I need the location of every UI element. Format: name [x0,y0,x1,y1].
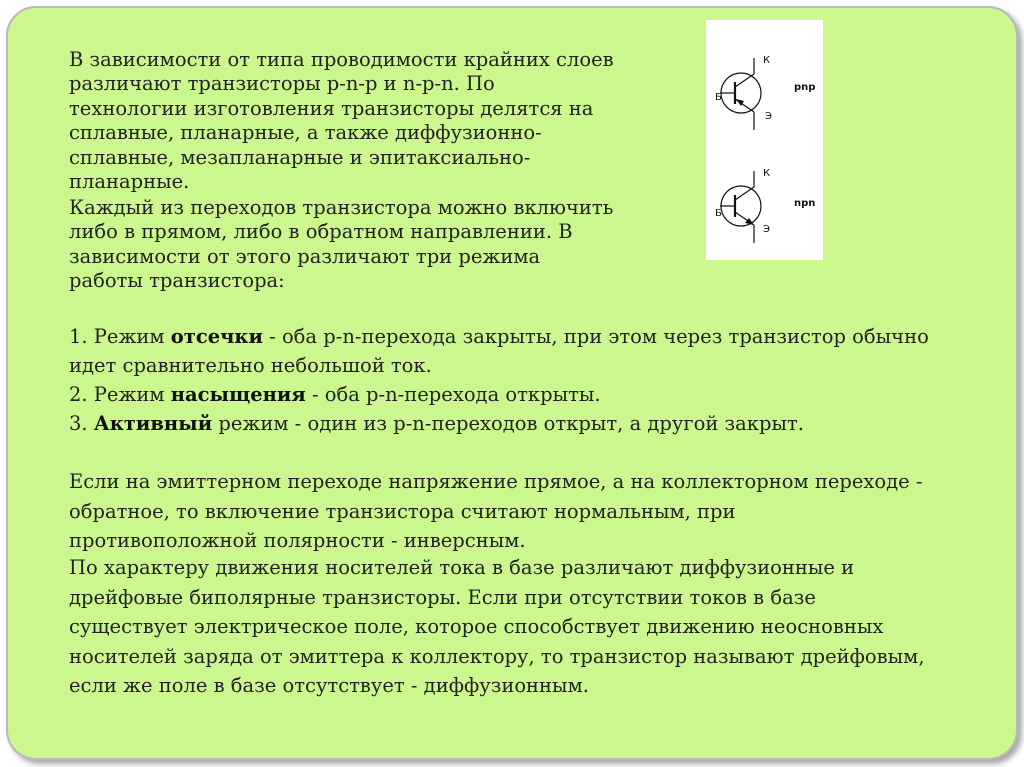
text-line: сплавные, планарные, а также диффузионно- [69,121,542,145]
mode-item-saturation [69,380,1009,409]
mode-name: насыщения [170,383,306,406]
text-line: либо в прямом, либо в обратном направлении. В [69,220,573,244]
mode-item-active [69,409,1009,438]
transistor-symbols-figure [706,20,823,260]
text-line: сплавные, мезапланарные и эпитаксиально- [69,145,531,169]
text-line: если же поле в базе отсутствует - диффузионным. [69,674,589,697]
mode-name: отсечки [170,325,263,348]
paragraph-diffusion-drift [69,553,1009,701]
pnp-transistor-symbol [715,55,815,130]
mode-description: - оба p-n-перехода закрыты, при этом через транзистор обычно [262,325,929,348]
text-line: Каждый из переходов транзистора можно включить [69,196,614,219]
text-line: По характеру движения носителей тока в базе различают диффузионные и [69,556,855,579]
text-line: существует электрическое поле, которое способствует движению неосновных [69,615,884,638]
text-line: дрейфовые биполярные транзисторы. Если при отсутствии токов в базе [69,585,816,609]
pnp-type-label: pnp [794,82,816,93]
mode-name: Активный [93,412,213,435]
npn-collector-label: К [763,168,771,179]
modes-list [69,322,1009,438]
slide [6,6,1018,760]
text-line: зависимости от этого различают три режима [69,244,541,268]
npn-transistor-symbol [715,168,815,243]
paragraph-normal-inverse [69,467,1009,556]
npn-base-label: Б [715,208,722,219]
paragraph-junction-modes [69,196,689,294]
text-line: планарные. [69,170,190,194]
text-line: работы транзистора: [69,269,285,293]
npn-type-label: npn [794,198,816,209]
text-line: В зависимости от типа проводимости крайних слоев [69,48,614,71]
text-line: различают транзисторы p-n-p и n-p-n. По [69,72,495,96]
text-line: обратное, то включение транзистора считают нормальным, при [69,499,736,523]
mode-prefix: 2. Режим [69,383,171,406]
text-line: противоположной полярности - инверсным. [69,529,526,552]
pnp-base-label: Б [715,92,722,103]
mode-item-cutoff [69,322,1009,351]
paragraph-conductivity-types [69,48,689,194]
text-line: Если на эмиттерном переходе напряжение прямое, а на коллекторном переходе - [69,470,923,493]
mode-prefix: 1. Режим [69,325,171,348]
text-line: технологии изготовления транзисторы делятся на [69,96,594,120]
transistor-symbols-svg [706,20,823,260]
pnp-collector-label: К [763,55,771,66]
mode-description: - оба p-n-перехода открыты. [305,383,601,406]
mode-description: режим - один из p-n-переходов открыт, а другой закрыт. [212,412,804,435]
text-line: носителей заряда от эмиттера к коллектору, то транзистор называют дрейфовым, [69,644,925,668]
npn-emitter-label: Э [763,224,770,235]
mode-item-cutoff-continuation: идет сравнительно небольшой ток. [69,354,432,377]
pnp-emitter-label: Э [765,111,772,122]
mode-prefix: 3. [69,412,94,435]
